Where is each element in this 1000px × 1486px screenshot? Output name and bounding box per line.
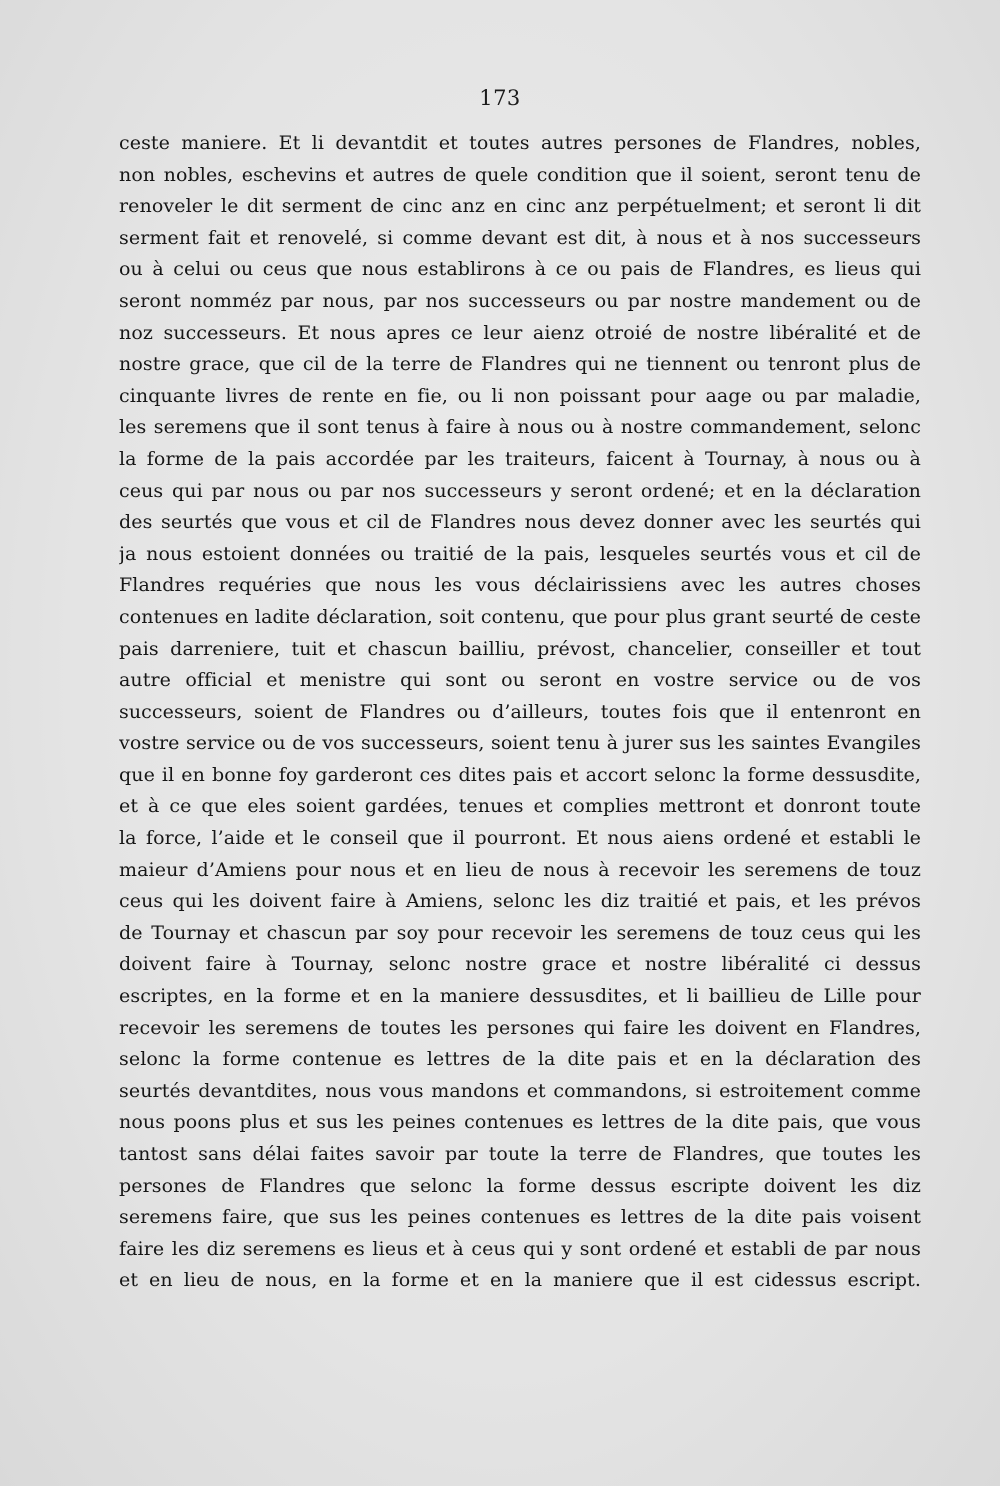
- page-number: 173: [479, 86, 521, 110]
- text-line: maieur d’Amiens pour nous et en lieu de nous à recevoir les seremens de touz: [119, 858, 921, 881]
- text-line: seremens faire, que sus les peines contenues es lettres de la dite pais voisent: [119, 1206, 921, 1229]
- text-line: seurtés devantdites, nous vous mandons et commandons, si estroitement comme: [119, 1079, 921, 1102]
- text-line: renoveler le dit serment de cinc anz en cinc anz perpétuelment; et seront li dit: [119, 195, 921, 218]
- text-line: ou à celui ou ceus que nous establirons à ce ou pais de Flandres, es lieus qui: [119, 258, 921, 281]
- text-line: ceste maniere. Et li devantdit et toutes autres persones de Flandres, nobles,: [119, 132, 921, 154]
- text-line: cinquante livres de rente en fie, ou li non poissant pour aage ou par maladie,: [119, 384, 921, 407]
- text-line: nous poons plus et sus les peines contenues es lettres de la dite pais, que vous: [119, 1111, 921, 1134]
- text-line: la force, l’aide et le conseil que il pourront. Et nous aiens ordené et establi le: [119, 827, 921, 850]
- text-line: que il en bonne foy garderont ces dites pais et accort selonc la forme dessusdite,: [119, 763, 921, 786]
- text-line: selonc la forme contenue es lettres de la dite pais et en la déclaration des: [119, 1048, 921, 1071]
- text-line: tantost sans délai faites savoir par toute la terre de Flandres, que toutes les: [119, 1143, 921, 1165]
- text-line: seront nomméz par nous, par nos successeurs ou par nostre mandement ou de: [119, 289, 921, 312]
- text-line: persones de Flandres que selonc la forme dessus escripte doivent les diz: [119, 1174, 921, 1197]
- text-line: contenues en ladite déclaration, soit contenu, que pour plus grant seurté de ceste: [119, 605, 921, 628]
- text-line: serment fait et renovelé, si comme devant est dit, à nous et à nos successeurs: [119, 226, 921, 249]
- text-line: des seurtés que vous et cil de Flandres nous devez donner avec les seurtés qui: [119, 511, 921, 534]
- text-line: et en lieu de nous, en la forme et en la maniere que il est cidessus escript.: [119, 1269, 921, 1292]
- text-line: recevoir les seremens de toutes les persones qui faire les doivent en Flandres,: [119, 1016, 921, 1039]
- text-line: ceus qui par nous ou par nos successeurs y seront ordené; et en la déclaration: [119, 479, 921, 502]
- text-line: de Tournay et chascun par soy pour recevoir les seremens de touz ceus qui les: [119, 921, 921, 944]
- text-line: autre official et menistre qui sont ou seront en vostre service ou de vos: [119, 669, 921, 692]
- text-line: ceus qui les doivent faire à Amiens, selonc les diz traitié et pais, et les prévos: [119, 890, 921, 913]
- text-line: ja nous estoient données ou traitié de la pais, lesqueles seurtés vous et cil de: [119, 542, 921, 565]
- text-line: vostre service ou de vos successeurs, soient tenu à jurer sus les saintes Evangiles: [119, 732, 921, 755]
- text-line: nostre grace, que cil de la terre de Flandres qui ne tiennent ou tenront plus de: [119, 353, 921, 376]
- text-line: et à ce que eles soient gardées, tenues et complies mettront et donront toute: [119, 795, 921, 818]
- text-line: la forme de la pais accordée par les traiteurs, faicent à Tournay, à nous ou à: [119, 447, 921, 470]
- text-line: pais darreniere, tuit et chascun bailliu, prévost, chancelier, conseiller et tout: [119, 637, 921, 660]
- text-line: noz successeurs. Et nous apres ce leur aienz otroié de nostre libéralité et de: [119, 321, 921, 344]
- text-line: non nobles, eschevins et autres de quele condition que il soient, seront tenu de: [119, 163, 921, 186]
- text-line: doivent faire à Tournay, selonc nostre grace et nostre libéralité ci dessus: [119, 953, 921, 976]
- text-line: successeurs, soient de Flandres ou d’ailleurs, toutes fois que il entenront en: [119, 700, 921, 723]
- text-line: escriptes, en la forme et en la maniere dessusdites, et li baillieu de Lille pour: [119, 985, 921, 1008]
- text-line: faire les diz seremens es lieus et à ceus qui y sont ordené et establi de par nous: [119, 1237, 921, 1260]
- body-text: [119, 128, 921, 1297]
- text-line: Flandres requéries que nous les vous déclairissiens avec les autres choses: [119, 574, 921, 597]
- text-line: les seremens que il sont tenus à faire à nous ou à nostre commandement, selonc: [119, 416, 921, 439]
